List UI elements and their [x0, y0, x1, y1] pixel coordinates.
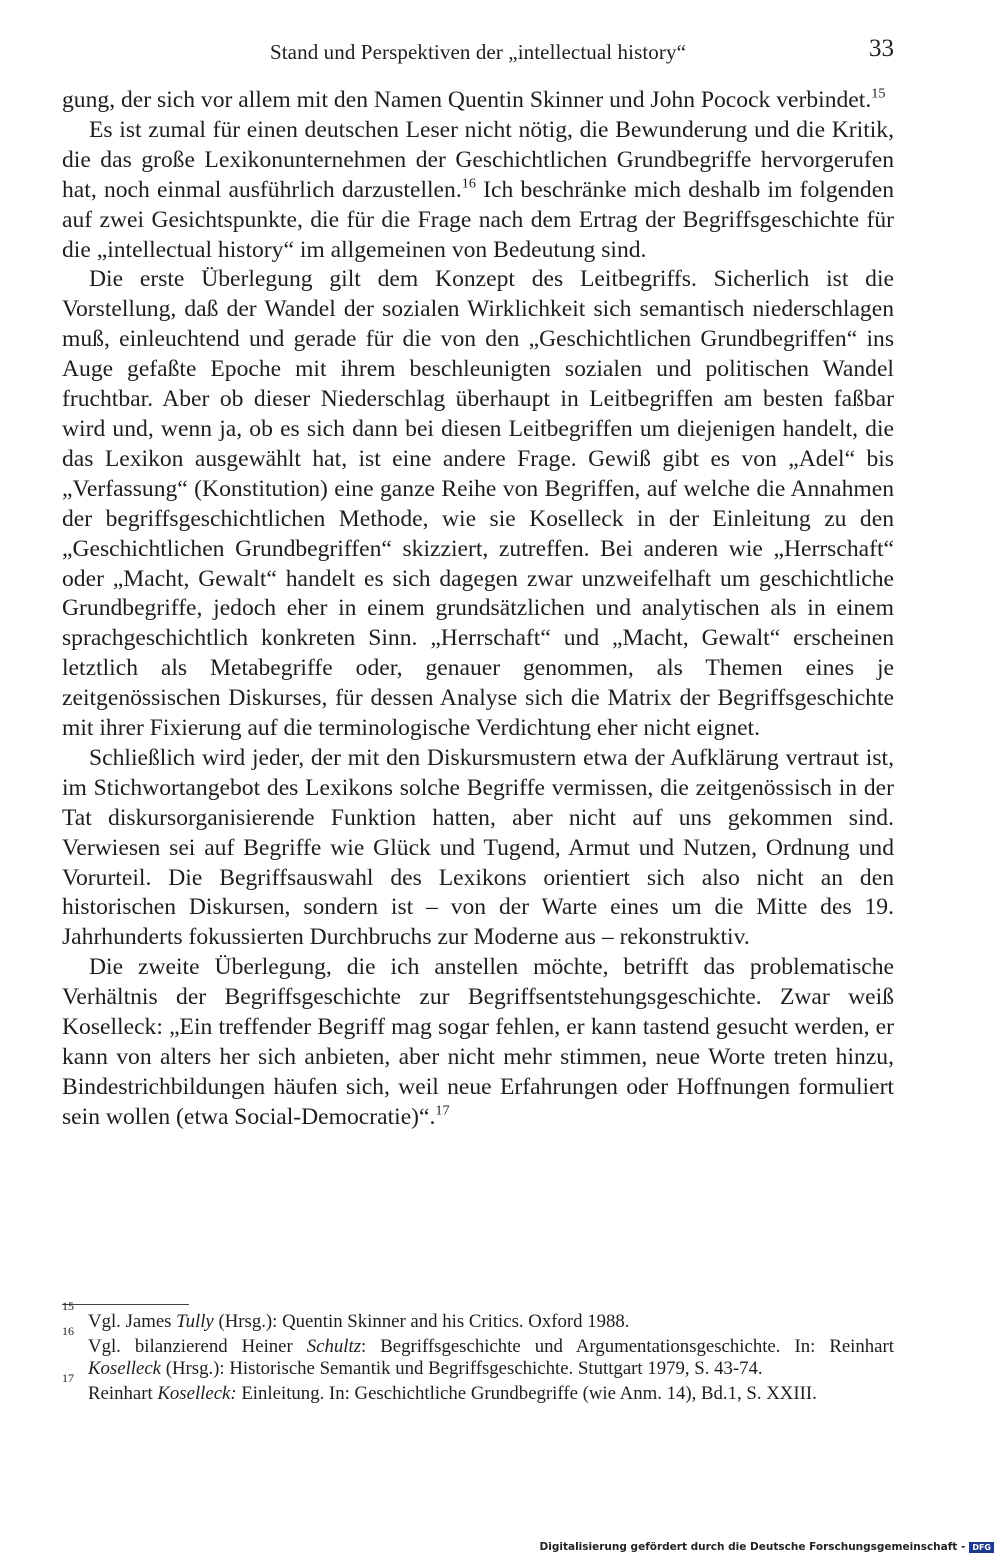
footnote-text: (Hrsg.): Quentin Skinner and his Critics. Oxford 1988. [213, 1311, 630, 1332]
paragraph-5 [62, 953, 894, 1132]
running-head: Stand und Perspektiven der „intellectual history“ [269, 40, 687, 64]
page-header [62, 30, 894, 68]
body-text [62, 86, 894, 1133]
footnote-author: Schultz [306, 1335, 362, 1357]
footnote-15: 15 Vgl. James Tully (Hrsg.): Quentin Skinner and his Critics. Oxford 1988. [62, 1299, 630, 1332]
footnote-text: : Begriffsgeschichte und Argumentationsgeschichte. In: Reinhart [361, 1335, 894, 1357]
footnote-author: Koselleck [88, 1358, 162, 1379]
digitization-credit [540, 1541, 994, 1553]
footnote-17: 17 Reinhart Koselleck: Einleitung. In: Geschichtliche Grundbegriffe (wie Anm. 14), Bd.1, S. XXIII. [62, 1370, 817, 1404]
paragraph-text: Die zweite Überlegung, die ich anstellen möchte, betrifft das problematische Verhältnis der Begriffsgeschichte zur Begriffsentstehungsgeschichte. Zwar weiß Koselleck: „Ein treffender Begriff mag sogar fehlen, er kann tastend gesucht werden, er kann von alters her sich anbieten, aber nicht mehr stimmen, neue Worte treten hinzu, Bindestrichbildungen häufen sich, weil neue Erfahrungen oder Hoffnungen formuliert sein wollen (etwa Social-Democratie)“. [62, 954, 894, 1130]
dfg-logo-icon: DFG [969, 1542, 994, 1553]
footnote-author: Koselleck: [157, 1382, 237, 1404]
footnote-text: (Hrsg.): Historische Semantik und Begriffsgeschichte. Stuttgart 1979, S. 43-74. [161, 1358, 763, 1379]
footnote-text: Reinhart [88, 1382, 158, 1404]
footnote-text: Vgl. James [88, 1311, 177, 1332]
footnote-author: Tully [176, 1311, 214, 1332]
footnote-16: 16 Vgl. bilanzierend Heiner Schultz: Begriffsgeschichte und Argumentationsgeschichte. In: Reinhart Koselleck (Hrsg.): Historische Semantik und Begriffsgeschichte. Stuttgart 1979, S. 43-74. [62, 1323, 894, 1379]
footnote-divider [62, 1304, 189, 1305]
paragraph-text: Ich beschränke mich deshalb im folgenden auf zwei Gesichtspunkte, die für die Frage nach dem Ertrag der Begriffsgeschichte für die „intellectual history“ im allgemeinen von Bedeutung sind. [62, 176, 894, 263]
credit-text: Digitalisierung gefördert durch die Deutsche Forschungsgemeinschaft - [539, 1541, 966, 1553]
footnote-ref-17: 17 [435, 1102, 450, 1119]
paragraph-4: Schließlich wird jeder, der mit den Diskursmustern etwa der Aufklärung vertraut ist, im Stichwortangebot des Lexikons solche Begriffe vermissen, die zeitgenössisch in der Tat diskursorganisierende Funktion hatten, aber nicht auf uns gekommen sind. Verwiesen sei auf Begriffe wie Glück und Tugend, Armut und Nutzen, Ordnung und Vorurteil. Die Begriffsauswahl des Lexikons orientiert sich also nicht an den historischen Diskursen, sondern ist – von der Warte eines um die Mitte des 19. Jahrhunderts fokussierten Durchbruchs zur Moderne aus – rekonstruktiv. [62, 744, 894, 951]
footnote-text: Vgl. bilanzierend Heiner [88, 1335, 307, 1357]
paragraph-2 [62, 116, 894, 266]
footnote-text: Einleitung. In: Geschichtliche Grundbegriffe (wie Anm. 14), Bd.1, S. XXIII. [236, 1382, 817, 1404]
paragraph-3: Die erste Überlegung gilt dem Konzept des Leitbegriffs. Sicherlich ist die Vorstellung, daß der Wandel der sozialen Wirklichkeit sich semantisch niederschlagen muß, einleuchtend und gerade für die von den „Geschichtlichen Grundbegriffen“ ins Auge gefaßte Epoche mit ihrem beschleunigten sozialen und politischen Wandel fruchtbar. Aber ob dieser Niederschlag überhaupt in Leitbegriffen am besten faßbar wird und, wenn ja, ob es sich dann bei diesen Leitbegriffen um diejenigen handelt, die das Lexikon ausgewählt hat, ist eine andere Frage. Gewiß gibt es von „Adel“ bis „Verfassung“ (Konstitution) eine ganze Reihe von Begriffen, auf welche die Annahmen der begriffsgeschichtlichen Methode, wie sie Koselleck in der Einleitung zu den „Geschichtlichen Grundbegriffen“ skizziert, zutreffen. Bei anderen wie „Herrschaft“ oder „Macht, Gewalt“ handelt es sich dagegen zwar unzweifelhaft um geschichtliche Grundbegriffe, jedoch eher in einem grundsätzlichen und analytischen als in einem sprachgeschichtlich konkreten Sinn. „Herrschaft“ und „Macht, Gewalt“ erscheinen letztlich als Metabegriffe oder, genauer genommen, als Themen eines je zeitgenössischen Diskurses, für dessen Analyse sich die Matrix der Begriffsgeschichte mit ihrer Fixierung auf die terminologische Verdichtung eher nicht eignet. [62, 266, 894, 742]
paragraph-text: Es ist zumal für einen deutschen Leser nicht nötig, die Bewunderung und die Kritik, die das große Lexikonunternehmen der Geschichtlichen Grundbegriffe hervorgerufen hat, noch einmal ausführlich darzustellen. [62, 116, 894, 203]
page-number: 33 [869, 35, 894, 62]
footnotes [62, 1299, 894, 1407]
footnote-ref-16: 16 [461, 175, 476, 192]
paragraph-1 [62, 86, 894, 116]
footnote-ref-15: 15 [871, 85, 886, 102]
paragraph-text: gung, der sich vor allem mit den Namen Quentin Skinner und John Pocock verbindet. [62, 87, 872, 113]
